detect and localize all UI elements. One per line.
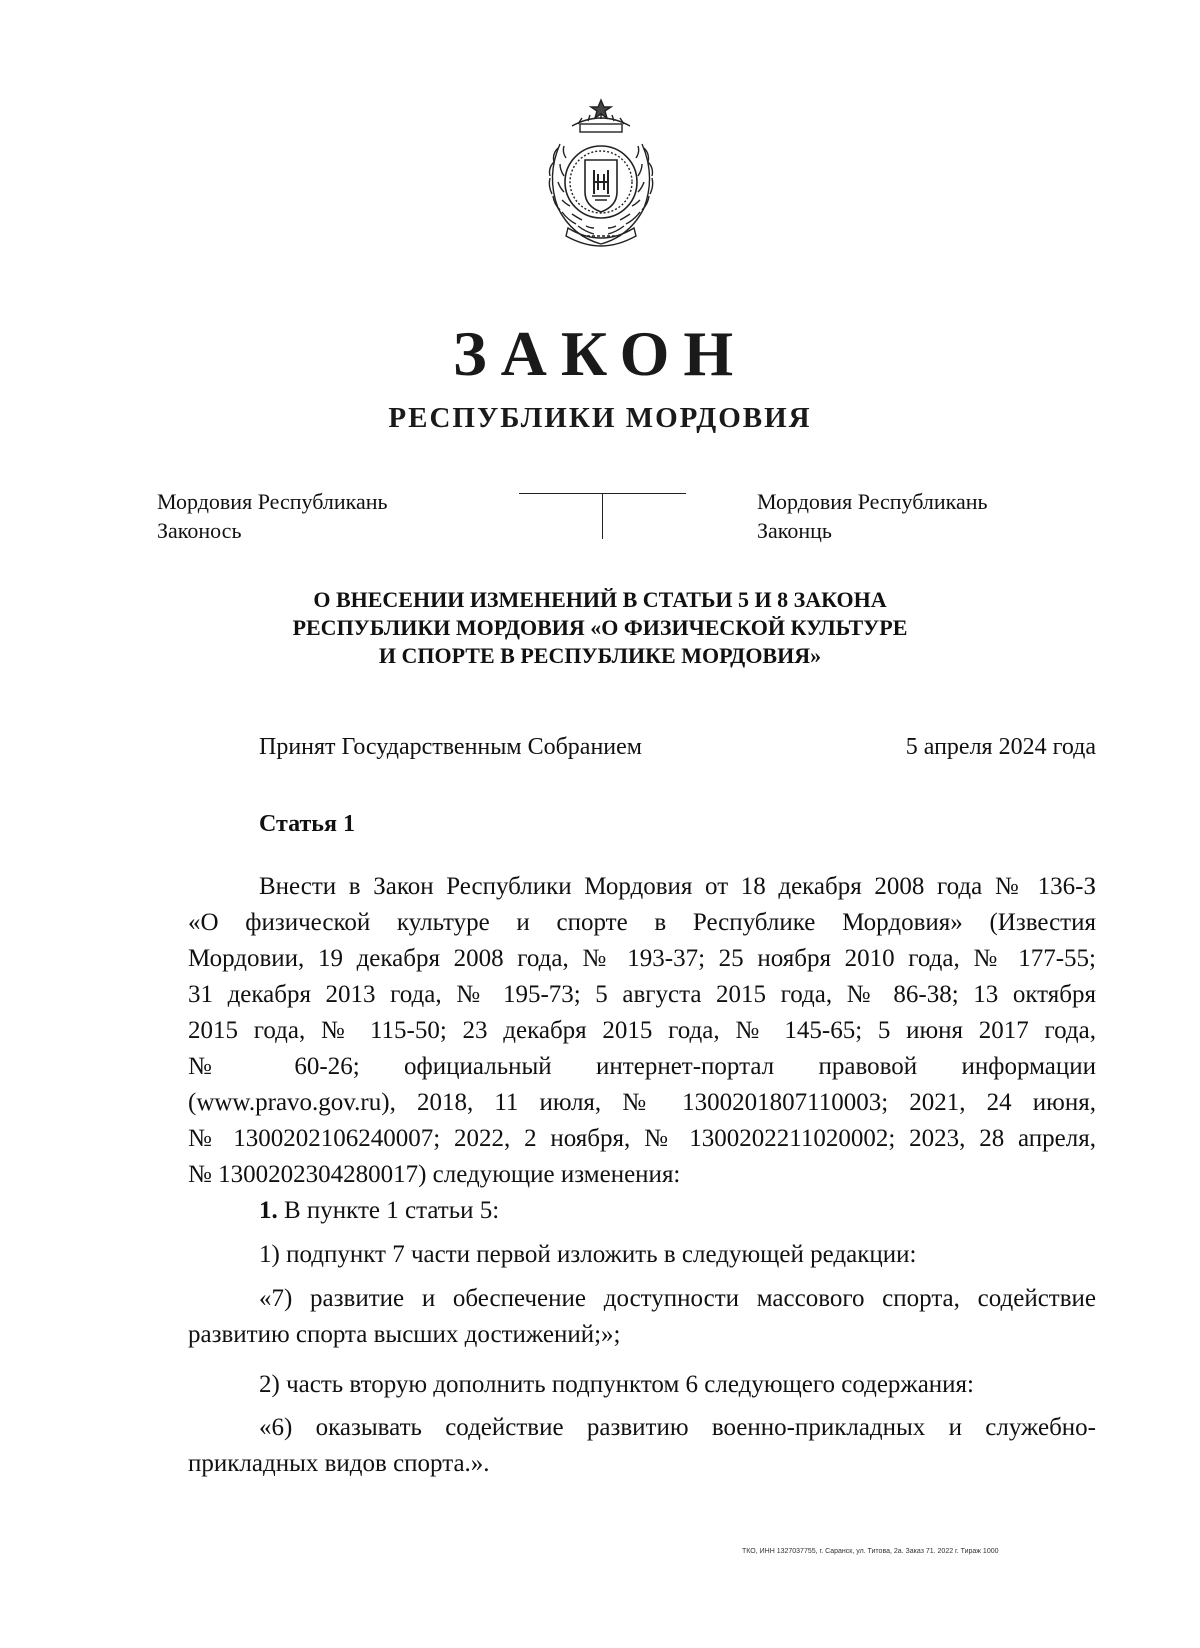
- coat-of-arms-emblem: [532, 96, 670, 256]
- adoption-label: Принят Государственным Собранием: [259, 734, 642, 760]
- subject-line: РЕСПУБЛИКИ МОРДОВИЯ «О ФИЗИЧЕСКОЙ КУЛЬТУРЕ: [292, 615, 908, 640]
- article-heading: Статья 1: [259, 811, 355, 837]
- header-left-line: Законось: [157, 518, 242, 543]
- subject-line: О ВНЕСЕНИИ ИЗМЕНЕНИЙ В СТАТЬИ 5 И 8 ЗАКОНА: [313, 587, 887, 612]
- quote-line: развитию спорта высших достижений;»;: [188, 1321, 621, 1348]
- paragraph-line: № 1300202304280017) следующие изменения:: [188, 1161, 681, 1188]
- paragraph-line: «О физической культуре и спорте в Республике Мордовия» (Известия: [188, 909, 1096, 936]
- header-right-line: Законць: [757, 518, 832, 543]
- header-divider-vertical: [602, 493, 603, 539]
- paragraph-line: 2015 года, № 115-50; 23 декабря 2015 года, № 145-65; 5 июня 2017 года,: [188, 1017, 1096, 1044]
- print-imprint: ТКО, ИНН 1327037755, г. Саранск, ул. Титова, 2а. Заказ 71. 2022 г. Тираж 1000: [742, 1548, 999, 1555]
- article-intro-paragraph: [188, 869, 1096, 1193]
- law-title: ЗАКОН: [452, 318, 748, 389]
- adoption-date: 5 апреля 2024 года: [905, 734, 1096, 760]
- header-left-block: [157, 487, 388, 545]
- paragraph-line: № 60-26; официальный интернет-портал правовой информации: [188, 1053, 1096, 1080]
- header-left-line: Мордовия Республикань: [157, 489, 388, 514]
- quote-1: [188, 1281, 1096, 1353]
- quote-line: «6) оказывать содействие развитию военно-прикладных и служебно-: [259, 1414, 1096, 1441]
- paragraph-line: 31 декабря 2013 года, № 195-73; 5 августа 2015 года, № 86-38; 13 октября: [188, 981, 1096, 1008]
- quote-2: [188, 1410, 1096, 1482]
- header-right-line: Мордовия Республикань: [757, 489, 988, 514]
- paragraph-line: (www.pravo.gov.ru), 2018, 11 июля, № 1300201807110003; 2021, 24 июня,: [188, 1089, 1096, 1116]
- law-subtitle: РЕСПУБЛИКИ МОРДОВИЯ: [388, 402, 812, 434]
- law-subject-title: [0, 586, 1200, 670]
- paragraph-line: № 1300202106240007; 2022, 2 ноября, № 1300202211020002; 2023, 28 апреля,: [188, 1125, 1096, 1152]
- subitem-2: 2) часть вторую дополнить подпунктом 6 следующего содержания:: [259, 1371, 974, 1398]
- item-1-text: В пункте 1 статьи 5:: [277, 1197, 500, 1224]
- header-right-block: [757, 487, 988, 545]
- subject-line: И СПОРТЕ В РЕСПУБЛИКЕ МОРДОВИЯ»: [378, 643, 822, 668]
- paragraph-line: Мордовии, 19 декабря 2008 года, № 193-37; 25 ноября 2010 года, № 177-55;: [188, 945, 1096, 972]
- item-1-number: 1.: [259, 1197, 278, 1224]
- subitem-1: 1) подпункт 7 части первой изложить в следующей редакции:: [259, 1241, 917, 1268]
- quote-line: «7) развитие и обеспечение доступности массового спорта, содействие: [259, 1285, 1096, 1312]
- paragraph-line: Внести в Закон Республики Мордовия от 18 декабря 2008 года № 136-З: [259, 873, 1096, 900]
- quote-line: прикладных видов спорта.».: [188, 1450, 490, 1477]
- item-1: [259, 1193, 499, 1229]
